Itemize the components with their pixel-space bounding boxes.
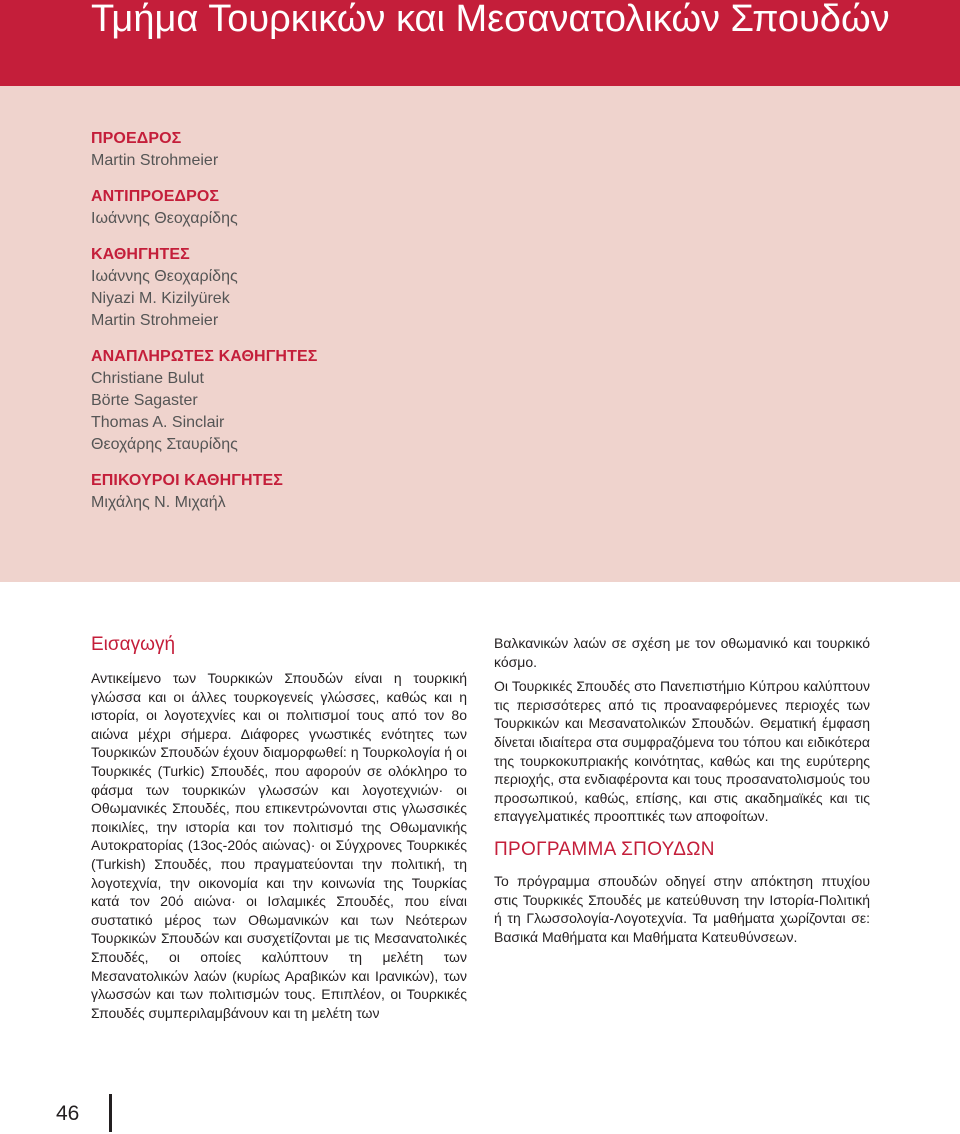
role-title: ΕΠΙΚΟΥΡΟΙ ΚΑΘΗΓΗΤΕΣ xyxy=(91,472,283,489)
staff-member: Martin Strohmeier xyxy=(91,152,219,169)
intro-heading: Εισαγωγή xyxy=(91,634,176,655)
staff-member: Ιωάννης Θεοχαρίδης xyxy=(91,268,238,285)
staff-member: Thomas A. Sinclair xyxy=(91,414,225,431)
programme-paragraph: Το πρόγραμμα σπουδών οδηγεί στην απόκτηση πτυχίου στις Τουρκικές Σπουδές με κατεύθυνση την Ιστορία-Πολιτική ή τη Γλωσσολογία-Λογοτεχνία. Τα μαθήματα χωρίζονται σε: Βασικά Μαθήματα και Μαθήματα Κατευθύνσεων. xyxy=(494,872,870,945)
staff-member: Christiane Bulut xyxy=(91,370,204,387)
page-divider-rule xyxy=(109,1094,112,1132)
staff-group-professors xyxy=(91,244,491,332)
role-title: ΠΡΟΕΔΡΟΣ xyxy=(91,130,182,147)
staff-group-president xyxy=(91,128,491,172)
intro-paragraph-2: Οι Τουρκικές Σπουδές στο Πανεπιστήμιο Κύπρου καλύπτουν τις περισσότερες από τις προαναφερόμενες περιοχές των Τουρκικών και Μεσανατολικών Σπουδών. Θεματική έμφαση δίνεται ιδιαίτερα στα συμφραζόμενα του τόπου και ειδικότερα της τουρκοκυπριακής κοινότητας, καθώς και της ευρύτερης περιοχής, στα ενδιαφέροντα και τους προσανατολισμούς του προσωπικού, καθώς, επίσης, και στις ακαδημαϊκές και τις επαγγελματικές προοπτικές των αποφοίτων. xyxy=(494,678,870,825)
intro-paragraph: Αντικείμενο των Τουρκικών Σπουδών είναι η τουρκική γλώσσα και οι άλλες τουρκογενείς γλώσσες, καθώς και η ιστορία, οι λογοτεχνίες και οι πολιτισμοί τους από τον 8ο αιώνα μέχρι σήμερα. Διάφορες γνωστικές ενότητες των Τουρκικών Σπουδών έχουν διαμορφωθεί: η Τουρκολογία ή οι Τουρκικές (Turkic) Σπουδές, που αφορούν σε ολόκληρο το φάσμα των τουρκικών γλωσσών και λογοτεχνιών· οι Οθωμανικές Σπουδές, που επικεντρώνονται στις γλωσσικές ποικιλίες, την ιστορία και τον πολιτισμό της Οθωμανικής Αυτοκρατορίας (13ος-20ός αιώνας)· οι Σύγχρονες Τουρκικές (Turkish) Σπουδές, που πραγματεύονται την πολιτική, τη λογοτεχνία, την οικονομία και την κοινωνία της Τουρκίας κατά τον 20ό αιώνα· οι Ισλαμικές Σπουδές, που είναι συστατικό μέρος των Οθωμανικών και των Νεότερων Τουρκικών Σπουδών και συσχετίζονται με τις Μεσανατολικές Σπουδές, οι οποίες καλύπτουν τη μελέτη των Μεσανατολικών λαών (κυρίως Αραβικών και Ιρανικών), των γλωσσών και των πολιτισμών τους. Επιπλέον, οι Τουρκικές Σπουδές συμπεριλαμβάνουν και τη μελέτη των xyxy=(91,670,467,1021)
staff-member: Martin Strohmeier xyxy=(91,312,219,329)
intro-paragraph-continued: Βαλκανικών λαών σε σχέση με τον οθωμανικό και τουρκικό κόσμο. xyxy=(494,635,870,670)
staff-member: Θεοχάρης Σταυρίδης xyxy=(91,436,238,453)
staff-list xyxy=(91,128,491,528)
left-column xyxy=(91,633,467,1022)
programme-heading: ΠΡΟΓΡΑΜΜΑ ΣΠΟΥΔΩΝ xyxy=(494,838,715,860)
page-number: 46 xyxy=(56,1102,80,1125)
staff-member: Niyazi M. Kizilyürek xyxy=(91,290,230,307)
role-title: ΚΑΘΗΓΗΤΕΣ xyxy=(91,246,190,263)
staff-group-associate-professors xyxy=(91,346,491,456)
staff-group-assistant-professors xyxy=(91,470,491,514)
role-title: ΑΝΑΠΛΗΡΩΤΕΣ ΚΑΘΗΓΗΤΕΣ xyxy=(91,348,318,365)
staff-group-vice-president xyxy=(91,186,491,230)
role-title: ΑΝΤΙΠΡΟΕΔΡΟΣ xyxy=(91,188,220,205)
staff-member: Börte Sagaster xyxy=(91,392,198,409)
right-column xyxy=(494,634,870,946)
page-title: Τμήμα Τουρκικών και Μεσανατολικών Σπουδών xyxy=(91,0,890,40)
staff-member: Μιχάλης Ν. Μιχαήλ xyxy=(91,494,226,511)
staff-member: Ιωάννης Θεοχαρίδης xyxy=(91,210,238,227)
header-band xyxy=(0,0,960,86)
